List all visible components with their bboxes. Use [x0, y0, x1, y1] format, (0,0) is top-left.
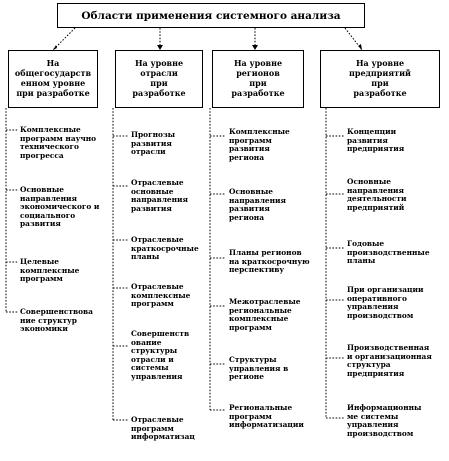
national-item-1: Комплексные программ научно технического прогресса: [20, 125, 97, 160]
region-item-3: Планы регионов на краткосрочную перспективу: [229, 248, 310, 275]
enterprise-item-3: Годовые производственные планы: [347, 239, 430, 266]
enterprise-item-1: Концепции развития предприятия: [347, 127, 405, 154]
industry-item-1: Прогнозы развития отрасли: [131, 130, 176, 157]
diagram-title: Области применения системного анализа: [57, 3, 365, 28]
region-item-4: Межотраслевые региональные комплексные программ: [229, 297, 301, 332]
region-item-2: Основные направления развития региона: [229, 187, 286, 222]
column-header-enterprise: На уровне предприятий при разработке: [320, 50, 440, 108]
industry-item-6: Отраслевые программ информатизац: [131, 415, 195, 442]
region-item-6: Региональные программ информатизации: [229, 403, 304, 430]
enterprise-item-6: Информационны ме системы управления производством: [347, 403, 422, 438]
enterprise-item-2: Основные направления деятельности предприятий: [347, 177, 407, 212]
industry-item-5: Совершенств ование структуры отрасли и системы управления: [131, 329, 190, 381]
enterprise-item-4: При организации оперативного управления производством: [347, 285, 424, 320]
enterprise-item-5: Производственная и организационная структура предприятия: [347, 343, 432, 378]
column-header-region: На уровне регионов при разработке: [212, 50, 304, 108]
column-header-industry: На уровне отрасли при разработке: [115, 50, 203, 108]
column-header-national: На общегосударств енном уровне при разработке: [8, 50, 98, 108]
industry-item-4: Отраслевые комплексные программ: [131, 282, 191, 309]
industry-item-3: Отраслевые краткосрочные планы: [131, 235, 199, 262]
region-item-1: Комплексные программ развития региона: [229, 127, 290, 162]
national-item-4: Совершенствова ние структур экономики: [20, 307, 93, 334]
national-item-2: Основные направления экономического и социального развития: [20, 185, 100, 229]
national-item-3: Целевые комплексные программ: [20, 257, 80, 284]
region-item-5: Структуры управления в регионе: [229, 355, 289, 382]
industry-item-2: Отраслевые основные направления развития: [131, 178, 188, 213]
